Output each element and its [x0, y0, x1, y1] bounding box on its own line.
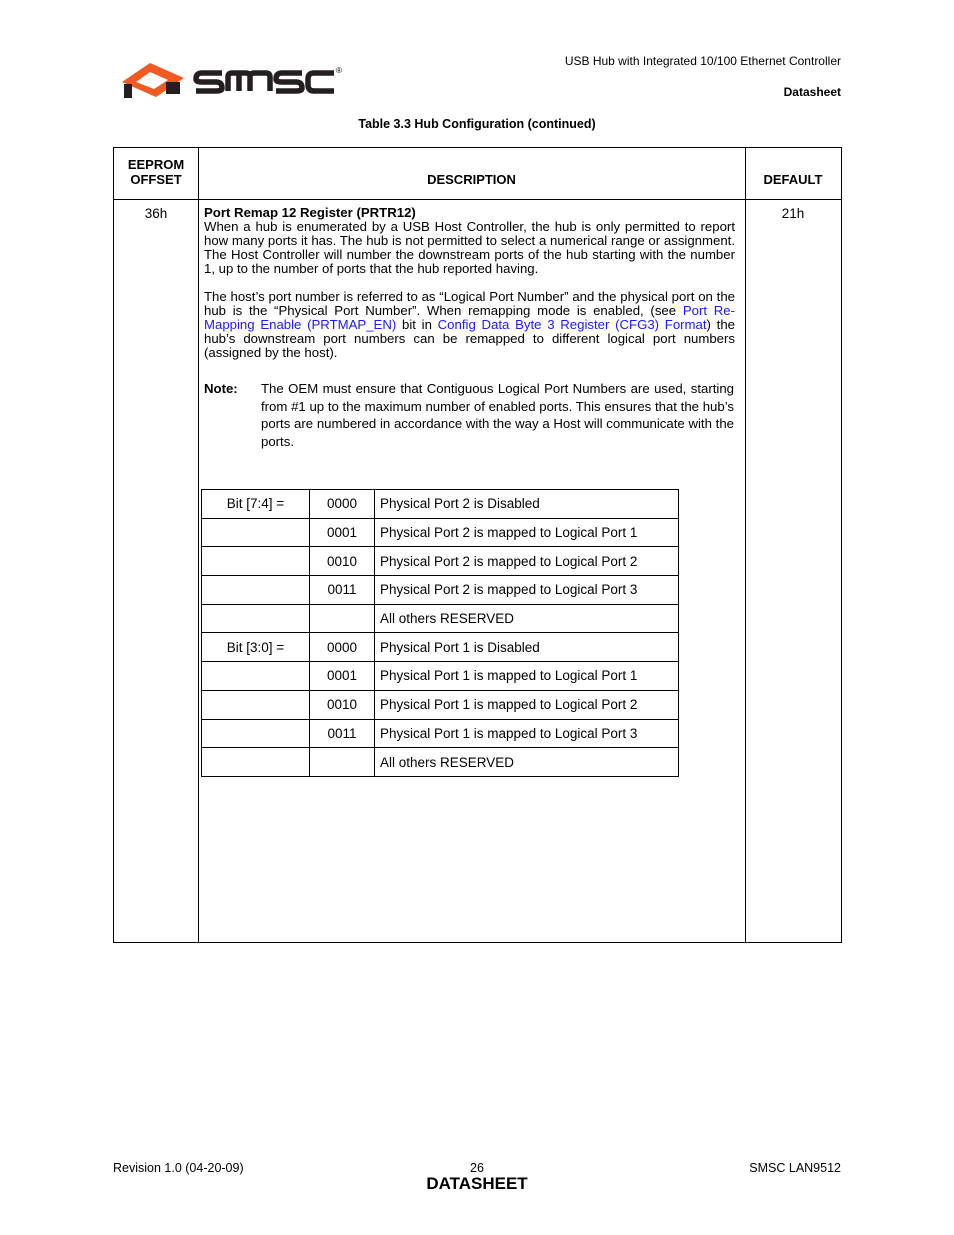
footer-page-number: 26 — [470, 1161, 484, 1175]
bit-field-cell — [202, 604, 310, 633]
para2-text-end: ) the hub’s downstream port numbers can be remapped to different logical port numbers (assigned by the host). — [204, 317, 735, 360]
header-divider — [114, 199, 841, 200]
note-label: Note: — [204, 381, 238, 396]
table-title: Table 3.3 Hub Configuration (continued) — [358, 117, 596, 131]
bit-meaning-cell: Physical Port 2 is Disabled — [375, 490, 679, 519]
bit-field-cell — [202, 576, 310, 605]
row-offset: 36h — [144, 206, 168, 221]
smsc-logo-mark — [122, 60, 347, 102]
para2-text-mid: bit in — [396, 317, 438, 332]
bit-table-row — [202, 719, 679, 748]
bit-table-row — [202, 518, 679, 547]
bit-value-cell: 0011 — [310, 719, 375, 748]
bit-field-cell: Bit [7:4] = — [202, 490, 310, 519]
para2-text-start: The host’s port number is referred to as “Logical Port Number” and the physical port on the hub is the “Physical Port Number”. When remapping mode is enabled, (see — [204, 289, 735, 318]
bit-meaning-cell: Physical Port 2 is mapped to Logical Port 3 — [375, 576, 679, 605]
bit-meaning-cell: All others RESERVED — [375, 604, 679, 633]
footer-doc-id: SMSC LAN9512 — [749, 1161, 841, 1175]
bit-meaning-cell: Physical Port 1 is mapped to Logical Port 1 — [375, 662, 679, 691]
bit-table-row — [202, 490, 679, 519]
bit-table-row — [202, 576, 679, 605]
bit-table-row — [202, 547, 679, 576]
note-text: The OEM must ensure that Contiguous Logical Port Numbers are used, starting from #1 up to the maximum number of enabled ports. This ensures that the hub’s ports are numbered in accordance with the way a Host will communicate with the ports. — [261, 381, 734, 449]
bit-field-cell — [202, 690, 310, 719]
bit-mapping-table — [201, 489, 679, 777]
bit-meaning-cell: All others RESERVED — [375, 748, 679, 777]
bit-value-cell: 0001 — [310, 662, 375, 691]
col-header-offset-line2: OFFSET — [130, 172, 182, 187]
bit-value-cell — [310, 604, 375, 633]
bit-value-cell: 0010 — [310, 690, 375, 719]
bit-field-cell — [202, 518, 310, 547]
bit-value-cell: 0000 — [310, 490, 375, 519]
bit-value-cell: 0010 — [310, 547, 375, 576]
bit-meaning-cell: Physical Port 2 is mapped to Logical Port 1 — [375, 518, 679, 547]
register-title: Port Remap 12 Register (PRTR12) — [204, 205, 416, 220]
col-header-default: DEFAULT — [763, 172, 823, 187]
link-cfg3-register[interactable]: Config Data Byte 3 Register (CFG3) Format — [437, 317, 707, 332]
bit-value-cell: 0001 — [310, 518, 375, 547]
bit-table-row — [202, 633, 679, 662]
bit-meaning-cell: Physical Port 1 is mapped to Logical Port 3 — [375, 719, 679, 748]
footer-datasheet: DATASHEET — [426, 1174, 528, 1193]
bit-table-row — [202, 690, 679, 719]
bit-value-cell — [310, 748, 375, 777]
col-header-offset-line1: EEPROM — [127, 157, 185, 172]
registered-mark: ® — [336, 66, 342, 75]
bit-value-cell: 0011 — [310, 576, 375, 605]
bit-field-cell: Bit [3:0] = — [202, 633, 310, 662]
row-default: 21h — [781, 206, 805, 221]
bit-meaning-cell: Physical Port 1 is Disabled — [375, 633, 679, 662]
col-divider — [745, 148, 746, 942]
col-header-offset — [114, 157, 198, 187]
bit-field-cell — [202, 748, 310, 777]
bit-meaning-cell: Physical Port 1 is mapped to Logical Port 2 — [375, 690, 679, 719]
bit-field-cell — [202, 719, 310, 748]
description-para1: When a hub is enumerated by a USB Host Controller, the hub is only permitted to report how many ports it has. The hub is not permitted to select a numerical range or assignment. The Host Controller will number the downstream ports of the hub starting with the number 1, up to the number of ports that the hub reported having. — [204, 219, 735, 276]
link-prtmap-en[interactable]: Port Re-Mapping Enable (PRTMAP_EN) — [204, 303, 735, 332]
smsc-logo — [122, 60, 347, 102]
bit-meaning-cell: Physical Port 2 is mapped to Logical Port 2 — [375, 547, 679, 576]
description-block — [204, 206, 735, 360]
col-header-description: DESCRIPTION — [427, 172, 516, 187]
bit-field-cell — [202, 547, 310, 576]
col-divider — [198, 148, 199, 942]
bit-table-row — [202, 748, 679, 777]
header-product: USB Hub with Integrated 10/100 Ethernet Controller — [564, 54, 841, 68]
header-doc-type: Datasheet — [783, 85, 841, 99]
note-block — [204, 380, 735, 450]
bit-table-row — [202, 604, 679, 633]
bit-value-cell: 0000 — [310, 633, 375, 662]
footer-revision: Revision 1.0 (04-20-09) — [113, 1161, 244, 1175]
bit-table-row — [202, 662, 679, 691]
description-para2 — [204, 290, 735, 360]
bit-field-cell — [202, 662, 310, 691]
